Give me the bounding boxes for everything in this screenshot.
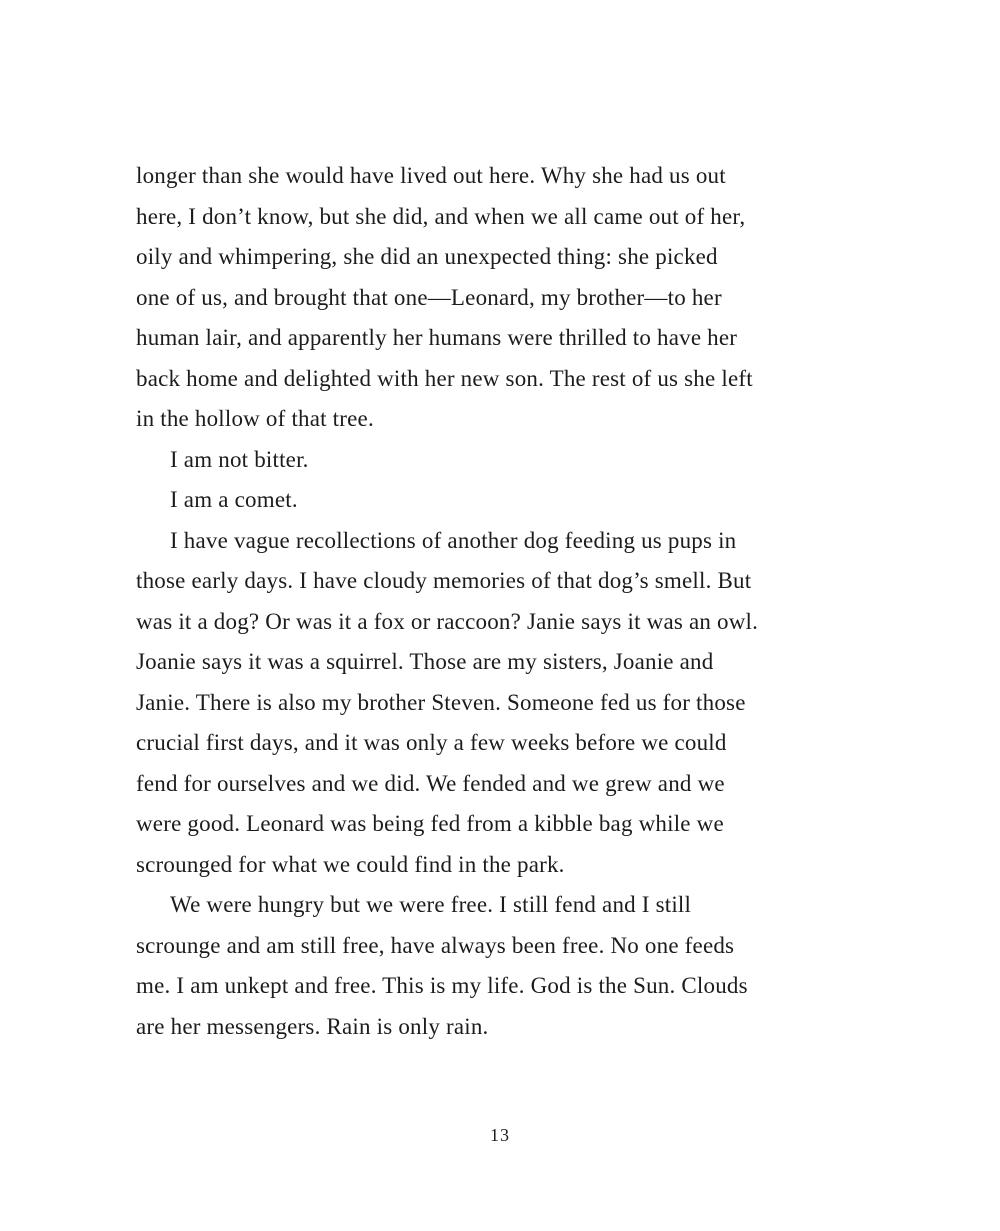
text-line: longer than she would have lived out here. Why she had us out	[136, 163, 726, 188]
paragraph	[136, 440, 876, 481]
text-line: scrounged for what we could find in the park.	[136, 851, 565, 877]
text-line: scrounge and am still free, have always been free. No one feeds	[136, 932, 735, 958]
page-text	[136, 156, 876, 1047]
text-line: one of us, and brought that one—Leonard, my brother—to her	[136, 284, 722, 310]
text-line: I am a comet.	[170, 487, 298, 512]
text-line: back home and delighted with her new son. The rest of us she left	[136, 365, 753, 391]
text-line: fend for ourselves and we did. We fended and we grew and we	[136, 770, 725, 796]
paragraph	[136, 156, 876, 440]
text-line: was it a dog? Or was it a fox or raccoon? Janie says it was an owl.	[136, 608, 759, 634]
text-line: crucial first days, and it was only a few weeks before we could	[136, 730, 727, 755]
text-line: Janie. There is also my brother Steven. Someone fed us for those	[136, 689, 746, 715]
text-line: are her messengers. Rain is only rain.	[136, 1013, 489, 1039]
text-line: in the hollow of that tree.	[136, 406, 374, 431]
text-line: human lair, and apparently her humans were thrilled to have her	[136, 325, 738, 350]
paragraph	[136, 480, 876, 521]
text-line: Joanie says it was a squirrel. Those are my sisters, Joanie and	[136, 649, 714, 674]
page-number: 13	[490, 1125, 510, 1145]
text-line: oily and whimpering, she did an unexpected thing: she picked	[136, 244, 718, 269]
text-line: I am not bitter.	[170, 446, 309, 472]
text-line: here, I don’t know, but she did, and when we all came out of her,	[136, 203, 746, 229]
text-line: were good. Leonard was being fed from a kibble bag while we	[136, 811, 724, 836]
text-line: We were hungry but we were free. I still fend and I still	[170, 892, 692, 917]
paragraph	[136, 521, 876, 886]
text-line: I have vague recollections of another dog feeding us pups in	[170, 527, 737, 553]
text-line: me. I am unkept and free. This is my life. God is the Sun. Clouds	[136, 973, 748, 998]
text-line: those early days. I have cloudy memories of that dog’s smell. But	[136, 568, 752, 593]
paragraph	[136, 885, 876, 1047]
